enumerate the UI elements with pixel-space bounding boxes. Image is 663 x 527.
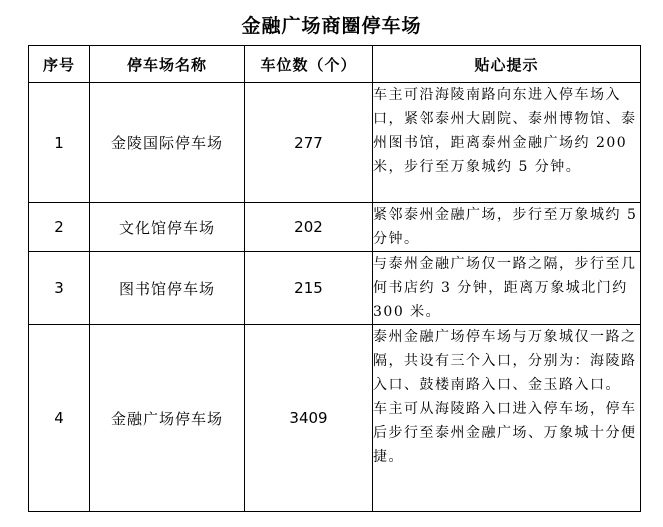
parking-table: [28, 45, 641, 512]
tip-paragraph: 泰州金融广场停车场与万象城仅一路之隔，共设有三个入口，分别为：海陵路入口、鼓楼南路入口、金玉路入口。: [373, 329, 637, 393]
table-row: [29, 203, 641, 252]
parking-name: 图书馆停车场: [90, 252, 245, 325]
tip-paragraph: 车主可从海陵路入口进入停车场，停车后步行至泰州金融广场、万象城十分便捷。: [373, 401, 637, 465]
header-spaces: 车位数（个）: [245, 46, 373, 83]
parking-name: 金融广场停车场: [90, 325, 245, 512]
tip-paragraph: 紧邻泰州金融广场，步行至万象城约 5 分钟。: [373, 207, 638, 247]
row-number: 1: [29, 83, 90, 203]
header-name: 停车场名称: [90, 46, 245, 83]
table-row: [29, 252, 641, 325]
parking-spaces: 202: [245, 203, 373, 252]
parking-name: 文化馆停车场: [90, 203, 245, 252]
table-header-row: [29, 46, 641, 83]
row-number: 2: [29, 203, 90, 252]
tip-paragraph: 与泰州金融广场仅一路之隔，步行至几何书店约 3 分钟，距离万象城北门约 300 米。: [373, 256, 637, 320]
parking-name: 金陵国际停车场: [90, 83, 245, 203]
parking-spaces: 277: [245, 83, 373, 203]
header-number: 序号: [29, 46, 90, 83]
parking-tip: [373, 83, 641, 203]
table-row: [29, 325, 641, 512]
parking-tip: [373, 325, 641, 512]
table-row: [29, 83, 641, 203]
parking-spaces: 3409: [245, 325, 373, 512]
document-title: 金融广场商圈停车场: [241, 15, 422, 37]
parking-spaces: 215: [245, 252, 373, 325]
row-number: 3: [29, 252, 90, 325]
tip-paragraph: 车主可沿海陵南路向东进入停车场入口，紧邻泰州大剧院、泰州博物馆、泰州图书馆，距离泰州金融广场约 200 米，步行至万象城约 5 分钟。: [373, 87, 637, 175]
row-number: 4: [29, 325, 90, 512]
header-tips: 贴心提示: [373, 46, 641, 83]
parking-tip: [373, 252, 641, 325]
parking-tip: [373, 203, 641, 252]
